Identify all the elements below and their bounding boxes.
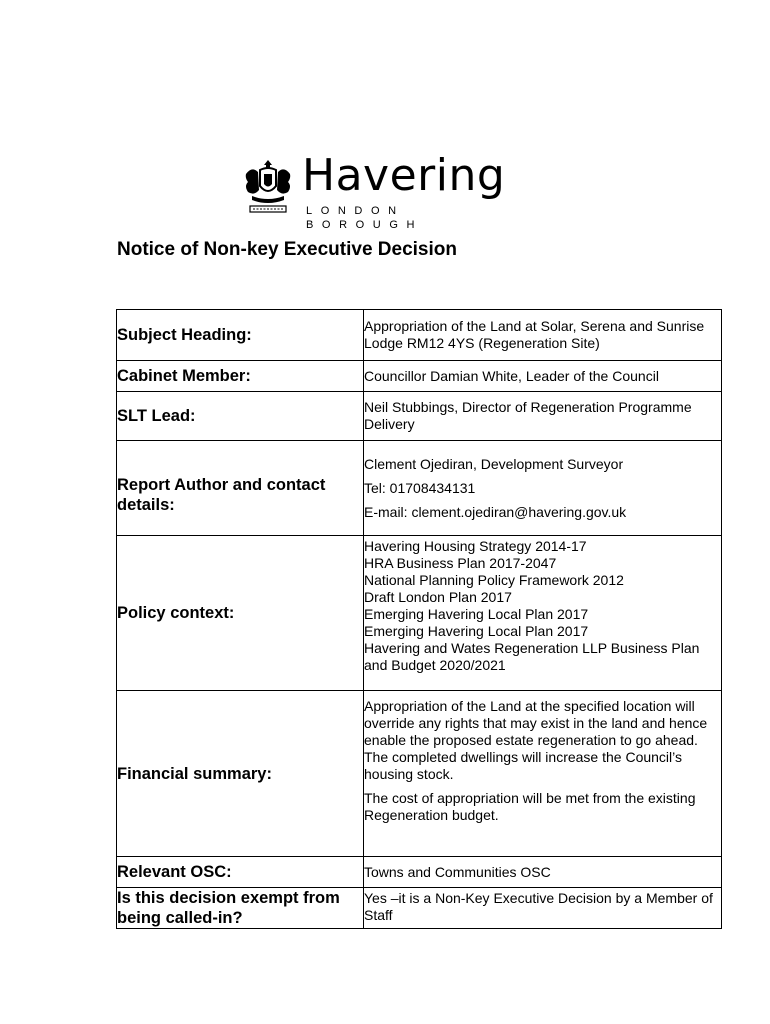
slt-lead-label: SLT Lead:	[117, 392, 364, 441]
policy-item: Havering Housing Strategy 2014-17	[364, 538, 587, 554]
policy-item: Emerging Havering Local Plan 2017	[364, 606, 589, 622]
report-author-label: Report Author and contact details:	[117, 441, 364, 536]
call-in-exempt-value: Yes –it is a Non-Key Executive Decision by a Member of Staff	[364, 888, 722, 929]
policy-item: HRA Business Plan 2017-2047	[364, 555, 557, 571]
author-name: Clement Ojediran, Development Surveyor	[364, 455, 624, 472]
table-row	[117, 888, 722, 929]
financial-paragraph: The cost of appropriation will be met from the existing Regeneration budget.	[364, 790, 696, 823]
havering-logo	[242, 150, 532, 231]
table-row	[117, 392, 722, 441]
call-in-exempt-label: Is this decision exempt from being called-in?	[117, 888, 364, 929]
coat-of-arms-icon	[242, 156, 294, 216]
financial-summary-label: Financial summary:	[117, 691, 364, 857]
table-row	[117, 310, 722, 361]
author-email: E-mail: clement.ojediran@havering.gov.uk	[364, 503, 627, 520]
logo-subtitle: LONDON BOROUGH	[306, 205, 424, 231]
policy-context-value	[364, 536, 722, 691]
table-row	[117, 536, 722, 691]
relevant-osc-value: Towns and Communities OSC	[364, 857, 722, 888]
policy-context-label: Policy context:	[117, 536, 364, 691]
slt-lead-value: Neil Stubbings, Director of Regeneration Programme Delivery	[364, 392, 722, 441]
decision-table	[116, 309, 722, 929]
document-title: Notice of Non-key Executive Decision	[117, 239, 457, 260]
table-row	[117, 691, 722, 857]
cabinet-member-label: Cabinet Member:	[117, 361, 364, 392]
cabinet-member-value: Councillor Damian White, Leader of the Council	[364, 361, 722, 392]
financial-paragraph: Appropriation of the Land at the specified location will override any rights that may exist in the land and hence enable the proposed estate regeneration to go ahead. The completed dwellings will increase the Council’s housing stock.	[364, 698, 708, 782]
financial-summary-value	[364, 691, 722, 857]
policy-item: National Planning Policy Framework 2012	[364, 572, 624, 588]
policy-item: Havering and Wates Regeneration LLP Business Plan and Budget 2020/2021	[364, 640, 700, 673]
table-row	[117, 857, 722, 888]
subject-heading-value: Appropriation of the Land at Solar, Serena and Sunrise Lodge RM12 4YS (Regeneration Site)	[364, 310, 722, 361]
table-row	[117, 441, 722, 536]
policy-item: Draft London Plan 2017	[364, 589, 512, 605]
logo-wordmark: Havering	[302, 150, 506, 201]
table-row	[117, 361, 722, 392]
report-author-value	[364, 441, 722, 536]
author-phone: Tel: 01708434131	[364, 479, 476, 496]
subject-heading-label: Subject Heading:	[117, 310, 364, 361]
relevant-osc-label: Relevant OSC:	[117, 857, 364, 888]
policy-item: Emerging Havering Local Plan 2017	[364, 623, 589, 639]
